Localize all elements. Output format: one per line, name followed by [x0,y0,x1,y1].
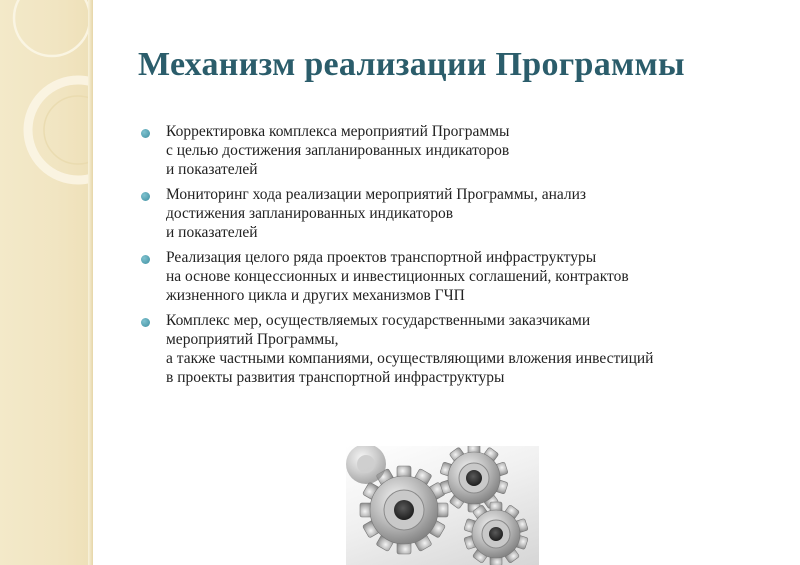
decorative-circles-icon [0,0,93,565]
slide-title: Механизм реализации Программы [138,46,685,83]
bullet-dot-icon [141,129,150,138]
bullet-dot-icon [141,255,150,264]
bullet-line: на основе концессионных и инвестиционных соглашений, контрактов [166,268,629,285]
bullet-line: достижения запланированных индикаторов [166,205,454,222]
bullet-line: жизненного цикла и других механизмов ГЧП [166,287,465,304]
bullet-dot-icon [141,318,150,327]
decorative-side-band [0,0,93,565]
bullet-line: и показателей [166,224,258,241]
bullet-item [140,311,780,387]
bullet-item [140,122,780,179]
bullet-line: Корректировка комплекса мероприятий Программы [166,123,510,140]
bullet-list [140,122,780,393]
bullet-line: Реализация целого ряда проектов транспортной инфраструктуры [166,249,597,266]
bullet-line: Комплекс мер, осуществляемых государственными заказчиками [166,312,591,329]
bullet-line: с целью достижения запланированных индикаторов [166,142,510,159]
side-band-edge [88,0,93,565]
bullet-line: мероприятий Программы, [166,331,339,348]
gears-image [346,446,539,565]
bullet-item [140,248,780,305]
bullet-line: Мониторинг хода реализации мероприятий Программы, анализ [166,186,587,203]
bullet-line: и показателей [166,161,258,178]
bullet-line: в проекты развития транспортной инфраструктуры [166,369,505,386]
bullet-line: а также частными компаниями, осуществляющими вложения инвестиций [166,350,654,367]
gears-icon [346,446,539,565]
bullet-dot-icon [141,192,150,201]
bullet-item [140,185,780,242]
